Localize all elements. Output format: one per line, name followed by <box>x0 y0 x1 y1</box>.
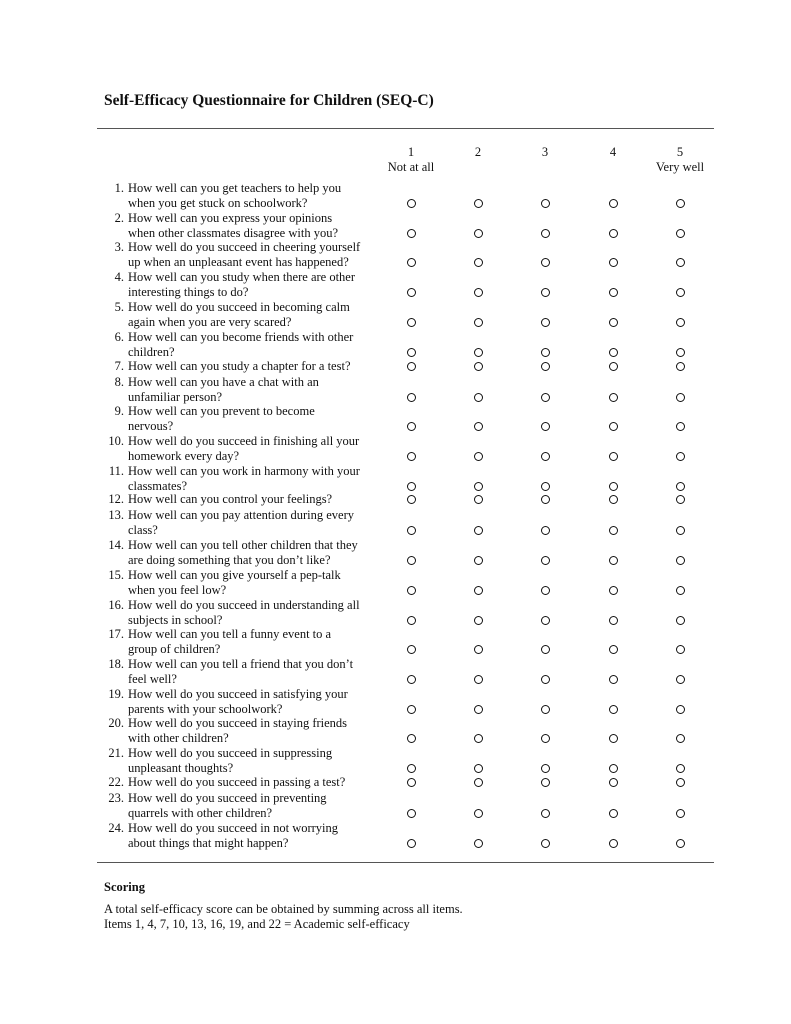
radio-option-q22-5[interactable] <box>676 778 685 787</box>
radio-option-q14-4[interactable] <box>609 556 618 565</box>
radio-option-q3-1[interactable] <box>407 258 416 267</box>
question-line-2: unfamiliar person? <box>128 390 223 404</box>
question-text <box>128 464 390 494</box>
question-text <box>128 746 390 776</box>
question-line-2: classmates? <box>128 479 188 493</box>
radio-option-q6-1[interactable] <box>407 348 416 357</box>
radio-option-q12-1[interactable] <box>407 495 416 504</box>
question-text <box>128 598 390 628</box>
question-line-1: How well do you succeed in passing a test? <box>128 775 346 789</box>
question-number: 13. <box>108 508 124 522</box>
question-text <box>128 270 390 300</box>
top-divider <box>97 128 714 129</box>
radio-option-q16-4[interactable] <box>609 616 618 625</box>
question-text <box>128 211 390 241</box>
question-number: 9. <box>114 404 124 418</box>
radio-option-q19-3[interactable] <box>541 705 550 714</box>
radio-option-q1-1[interactable] <box>407 199 416 208</box>
radio-option-q14-5[interactable] <box>676 556 685 565</box>
question-line-1: How well can you control your feelings? <box>128 492 333 506</box>
question-line-1: How well can you get teachers to help you <box>128 181 342 195</box>
question-number: 15. <box>108 568 124 582</box>
radio-option-q22-1[interactable] <box>407 778 416 787</box>
question-line-2: up when an unpleasant event has happened? <box>128 255 349 269</box>
radio-option-q7-3[interactable] <box>541 362 550 371</box>
radio-option-q24-1[interactable] <box>407 839 416 848</box>
question-line-2: are doing something that you don’t like? <box>128 553 331 567</box>
radio-option-q4-3[interactable] <box>541 288 550 297</box>
scoring-heading: Scoring <box>104 880 145 894</box>
radio-option-q17-3[interactable] <box>541 645 550 654</box>
question-line-2: parents with your schoolwork? <box>128 702 283 716</box>
question-line-2: again when you are very scared? <box>128 315 292 329</box>
radio-option-q10-1[interactable] <box>407 452 416 461</box>
bottom-divider <box>97 862 714 863</box>
question-line-1: How well do you succeed in staying friends <box>128 716 348 730</box>
question-line-2: interesting things to do? <box>128 285 249 299</box>
question-number: 23. <box>108 791 124 805</box>
radio-option-q7-1[interactable] <box>407 362 416 371</box>
question-number: 11. <box>108 464 124 478</box>
radio-option-q6-5[interactable] <box>676 348 685 357</box>
question-line-1: How well can you work in harmony with your <box>128 464 360 478</box>
radio-option-q18-4[interactable] <box>609 675 618 684</box>
radio-option-q12-3[interactable] <box>541 495 550 504</box>
radio-option-q6-3[interactable] <box>541 348 550 357</box>
question-line-2: when you get stuck on schoolwork? <box>128 196 308 210</box>
question-text <box>128 657 390 687</box>
radio-option-q19-4[interactable] <box>609 705 618 714</box>
question-text <box>128 434 390 464</box>
radio-option-q22-4[interactable] <box>609 778 618 787</box>
scale-label: Not at all <box>387 160 435 174</box>
radio-option-q9-5[interactable] <box>676 422 685 431</box>
radio-option-q10-2[interactable] <box>474 452 483 461</box>
radio-option-q12-5[interactable] <box>676 495 685 504</box>
question-number: 12. <box>108 492 124 506</box>
radio-option-q15-4[interactable] <box>609 586 618 595</box>
radio-option-q5-5[interactable] <box>676 318 685 327</box>
question-line-2: when other classmates disagree with you? <box>128 226 339 240</box>
radio-option-q23-2[interactable] <box>474 809 483 818</box>
radio-option-q20-2[interactable] <box>474 734 483 743</box>
question-line-2: class? <box>128 523 158 537</box>
radio-option-q16-5[interactable] <box>676 616 685 625</box>
question-line-1: How well can you pay attention during every <box>128 508 354 522</box>
radio-option-q10-5[interactable] <box>676 452 685 461</box>
question-number: 6. <box>114 330 124 344</box>
radio-option-q19-1[interactable] <box>407 705 416 714</box>
radio-option-q13-4[interactable] <box>609 526 618 535</box>
scale-number: 2 <box>474 145 482 159</box>
radio-option-q20-3[interactable] <box>541 734 550 743</box>
radio-option-q13-1[interactable] <box>407 526 416 535</box>
question-text <box>128 821 390 851</box>
radio-option-q21-1[interactable] <box>407 764 416 773</box>
radio-option-q21-5[interactable] <box>676 764 685 773</box>
radio-option-q5-4[interactable] <box>609 318 618 327</box>
radio-option-q9-1[interactable] <box>407 422 416 431</box>
radio-option-q13-2[interactable] <box>474 526 483 535</box>
radio-option-q16-2[interactable] <box>474 616 483 625</box>
question-line-2: unpleasant thoughts? <box>128 761 234 775</box>
question-text <box>128 538 390 568</box>
radio-option-q11-3[interactable] <box>541 482 550 491</box>
radio-option-q10-3[interactable] <box>541 452 550 461</box>
radio-option-q8-3[interactable] <box>541 393 550 402</box>
radio-option-q2-5[interactable] <box>676 229 685 238</box>
radio-option-q3-2[interactable] <box>474 258 483 267</box>
question-line-1: How well can you have a chat with an <box>128 375 319 389</box>
radio-option-q2-3[interactable] <box>541 229 550 238</box>
radio-option-q1-2[interactable] <box>474 199 483 208</box>
question-line-1: How well do you succeed in finishing all your <box>128 434 360 448</box>
question-number: 2. <box>114 211 124 225</box>
question-text <box>128 240 390 270</box>
question-line-2: homework every day? <box>128 449 240 463</box>
question-text <box>128 508 390 538</box>
radio-option-q3-3[interactable] <box>541 258 550 267</box>
radio-option-q22-3[interactable] <box>541 778 550 787</box>
radio-option-q21-2[interactable] <box>474 764 483 773</box>
question-line-1: How well can you prevent to become <box>128 404 315 418</box>
radio-option-q18-1[interactable] <box>407 675 416 684</box>
radio-option-q23-1[interactable] <box>407 809 416 818</box>
question-line-1: How well can you express your opinions <box>128 211 333 225</box>
radio-option-q12-2[interactable] <box>474 495 483 504</box>
scoring-line-2: Items 1, 4, 7, 10, 13, 16, 19, and 22 = Academic self-efficacy <box>104 917 410 931</box>
radio-option-q4-5[interactable] <box>676 288 685 297</box>
question-line-2: feel well? <box>128 672 177 686</box>
radio-option-q17-2[interactable] <box>474 645 483 654</box>
radio-option-q14-1[interactable] <box>407 556 416 565</box>
question-line-1: How well can you become friends with other <box>128 330 354 344</box>
radio-option-q5-3[interactable] <box>541 318 550 327</box>
question-text <box>128 791 390 821</box>
question-number: 16. <box>108 598 124 612</box>
question-number: 7. <box>114 359 124 373</box>
radio-option-q19-2[interactable] <box>474 705 483 714</box>
question-text <box>128 492 390 507</box>
radio-option-q20-1[interactable] <box>407 734 416 743</box>
radio-option-q9-2[interactable] <box>474 422 483 431</box>
radio-option-q7-4[interactable] <box>609 362 618 371</box>
radio-option-q3-4[interactable] <box>609 258 618 267</box>
radio-option-q11-2[interactable] <box>474 482 483 491</box>
scale-label: Very well <box>655 160 705 174</box>
radio-option-q23-3[interactable] <box>541 809 550 818</box>
question-line-1: How well can you tell a friend that you don’t <box>128 657 354 671</box>
radio-option-q16-1[interactable] <box>407 616 416 625</box>
radio-option-q23-4[interactable] <box>609 809 618 818</box>
question-number: 24. <box>108 821 124 835</box>
radio-option-q10-4[interactable] <box>609 452 618 461</box>
radio-option-q17-5[interactable] <box>676 645 685 654</box>
question-number: 8. <box>114 375 124 389</box>
question-text <box>128 300 390 330</box>
radio-option-q2-4[interactable] <box>609 229 618 238</box>
radio-option-q3-5[interactable] <box>676 258 685 267</box>
radio-option-q21-3[interactable] <box>541 764 550 773</box>
radio-option-q8-4[interactable] <box>609 393 618 402</box>
scale-number: 3 <box>541 145 549 159</box>
question-number: 14. <box>108 538 124 552</box>
page-title: Self-Efficacy Questionnaire for Children (SEQ-C) <box>104 92 434 109</box>
radio-option-q8-5[interactable] <box>676 393 685 402</box>
question-line-1: How well do you succeed in satisfying your <box>128 687 348 701</box>
radio-option-q1-5[interactable] <box>676 199 685 208</box>
question-line-1: How well do you succeed in not worrying <box>128 821 339 835</box>
radio-option-q18-5[interactable] <box>676 675 685 684</box>
radio-option-q11-1[interactable] <box>407 482 416 491</box>
radio-option-q9-4[interactable] <box>609 422 618 431</box>
radio-option-q20-5[interactable] <box>676 734 685 743</box>
radio-option-q24-5[interactable] <box>676 839 685 848</box>
radio-option-q5-2[interactable] <box>474 318 483 327</box>
question-text <box>128 181 390 211</box>
question-line-1: How well can you tell other children that they <box>128 538 358 552</box>
radio-option-q4-1[interactable] <box>407 288 416 297</box>
question-text <box>128 375 390 405</box>
question-text <box>128 627 390 657</box>
radio-option-q15-3[interactable] <box>541 586 550 595</box>
radio-option-q18-3[interactable] <box>541 675 550 684</box>
question-text <box>128 568 390 598</box>
radio-option-q13-5[interactable] <box>676 526 685 535</box>
question-line-1: How well can you give yourself a pep-talk <box>128 568 341 582</box>
question-number: 3. <box>114 240 124 254</box>
radio-option-q6-4[interactable] <box>609 348 618 357</box>
radio-option-q11-4[interactable] <box>609 482 618 491</box>
question-line-2: about things that might happen? <box>128 836 289 850</box>
question-number: 5. <box>114 300 124 314</box>
radio-option-q15-2[interactable] <box>474 586 483 595</box>
question-line-1: How well can you study when there are other <box>128 270 356 284</box>
radio-option-q8-2[interactable] <box>474 393 483 402</box>
radio-option-q14-2[interactable] <box>474 556 483 565</box>
radio-option-q1-3[interactable] <box>541 199 550 208</box>
question-line-2: with other children? <box>128 731 229 745</box>
question-number: 21. <box>108 746 124 760</box>
radio-option-q18-2[interactable] <box>474 675 483 684</box>
scale-column-5 <box>640 145 720 175</box>
radio-option-q2-1[interactable] <box>407 229 416 238</box>
question-number: 1. <box>114 181 124 195</box>
question-number: 20. <box>108 716 124 730</box>
radio-option-q21-4[interactable] <box>609 764 618 773</box>
radio-option-q7-2[interactable] <box>474 362 483 371</box>
radio-option-q23-5[interactable] <box>676 809 685 818</box>
radio-option-q5-1[interactable] <box>407 318 416 327</box>
radio-option-q24-3[interactable] <box>541 839 550 848</box>
question-number: 18. <box>108 657 124 671</box>
radio-option-q11-5[interactable] <box>676 482 685 491</box>
question-line-1: How well do you succeed in cheering yourself <box>128 240 361 254</box>
question-number: 10. <box>108 434 124 448</box>
question-line-1: How well can you study a chapter for a test? <box>128 359 351 373</box>
radio-option-q24-2[interactable] <box>474 839 483 848</box>
question-line-2: quarrels with other children? <box>128 806 273 820</box>
question-line-1: How well do you succeed in becoming calm <box>128 300 350 314</box>
question-text <box>128 687 390 717</box>
radio-option-q17-1[interactable] <box>407 645 416 654</box>
radio-option-q2-2[interactable] <box>474 229 483 238</box>
question-line-1: How well do you succeed in preventing <box>128 791 327 805</box>
radio-option-q1-4[interactable] <box>609 199 618 208</box>
question-text <box>128 404 390 434</box>
radio-option-q20-4[interactable] <box>609 734 618 743</box>
question-text <box>128 359 390 374</box>
radio-option-q15-1[interactable] <box>407 586 416 595</box>
radio-option-q15-5[interactable] <box>676 586 685 595</box>
radio-option-q6-2[interactable] <box>474 348 483 357</box>
question-number: 22. <box>108 775 124 789</box>
radio-option-q22-2[interactable] <box>474 778 483 787</box>
question-line-2: group of children? <box>128 642 221 656</box>
question-line-1: How well can you tell a funny event to a <box>128 627 332 641</box>
radio-option-q24-4[interactable] <box>609 839 618 848</box>
question-text <box>128 716 390 746</box>
question-line-1: How well do you succeed in suppressing <box>128 746 333 760</box>
question-number: 4. <box>114 270 124 284</box>
radio-option-q12-4[interactable] <box>609 495 618 504</box>
question-number: 17. <box>108 627 124 641</box>
question-line-1: How well do you succeed in understanding all <box>128 598 360 612</box>
scale-number: 4 <box>609 145 617 159</box>
scale-number: 1 <box>407 145 415 159</box>
radio-option-q8-1[interactable] <box>407 393 416 402</box>
question-line-2: nervous? <box>128 419 174 433</box>
question-number: 19. <box>108 687 124 701</box>
scoring-line-1: A total self-efficacy score can be obtained by summing across all items. <box>104 902 463 916</box>
scale-number: 5 <box>676 145 684 159</box>
radio-option-q9-3[interactable] <box>541 422 550 431</box>
question-text <box>128 775 390 790</box>
radio-option-q16-3[interactable] <box>541 616 550 625</box>
question-line-2: when you feel low? <box>128 583 227 597</box>
question-line-2: subjects in school? <box>128 613 223 627</box>
radio-option-q19-5[interactable] <box>676 705 685 714</box>
question-text <box>128 330 390 360</box>
radio-option-q4-4[interactable] <box>609 288 618 297</box>
radio-option-q17-4[interactable] <box>609 645 618 654</box>
radio-option-q4-2[interactable] <box>474 288 483 297</box>
question-line-2: children? <box>128 345 175 359</box>
radio-option-q7-5[interactable] <box>676 362 685 371</box>
radio-option-q13-3[interactable] <box>541 526 550 535</box>
radio-option-q14-3[interactable] <box>541 556 550 565</box>
